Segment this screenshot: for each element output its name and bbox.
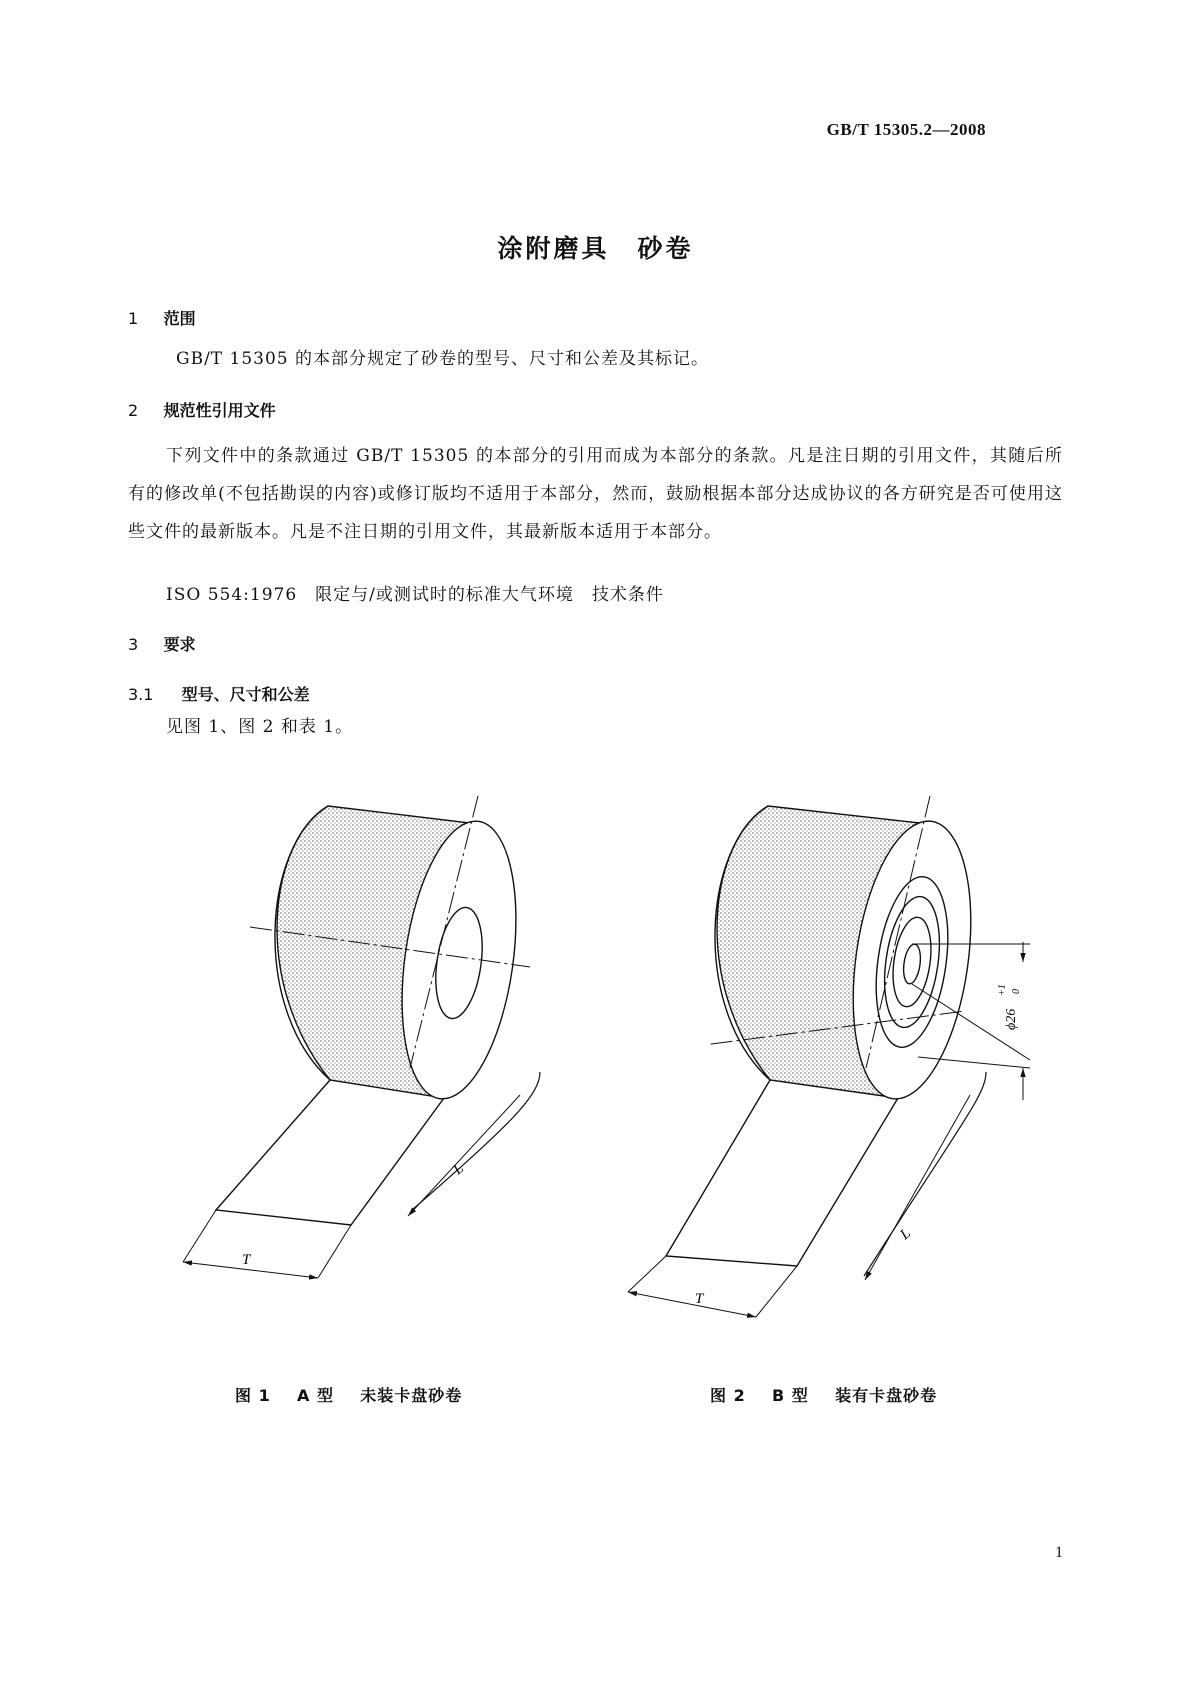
dimension-T-label: T xyxy=(695,1291,704,1307)
section-number: 1 xyxy=(128,309,139,328)
section-title: 规范性引用文件 xyxy=(163,401,276,420)
section-title: 型号、尺寸和公差 xyxy=(181,685,310,704)
unrolled-sheet xyxy=(666,1080,898,1266)
section-title: 要求 xyxy=(163,635,196,654)
section-number: 3.1 xyxy=(128,685,154,704)
caption-type: A 型 xyxy=(297,1386,334,1405)
section-3-1-text: 见图 1、图 2 和表 1。 xyxy=(166,717,354,737)
caption-number: 图 1 xyxy=(235,1386,271,1405)
diameter-dimension xyxy=(997,984,1022,1030)
document-title: 涂附磨具 砂卷 xyxy=(497,234,694,263)
page-number: 1 xyxy=(1055,1544,1063,1561)
section-number: 3 xyxy=(128,635,139,654)
caption-number: 图 2 xyxy=(710,1386,746,1405)
unrolled-sheet xyxy=(216,1080,444,1225)
figure-2-caption xyxy=(710,1383,937,1406)
caption-type: B 型 xyxy=(772,1386,809,1405)
section-1-text: GB/T 15305 的本部分规定了砂卷的型号、尺寸和公差及其标记。 xyxy=(176,349,710,369)
standard-code: GB/T 15305.2—2008 xyxy=(826,120,986,139)
figure-2-roll xyxy=(628,796,1030,1317)
caption-text: 装有卡盘砂卷 xyxy=(835,1386,938,1405)
figure-1-caption xyxy=(235,1383,462,1406)
caption-text: 未装卡盘砂卷 xyxy=(360,1386,463,1405)
dimension-T-label: T xyxy=(242,1252,251,1268)
diameter-label: ϕ26 xyxy=(1004,1008,1019,1030)
figure-1-roll xyxy=(183,796,540,1278)
dimension-L-label: L xyxy=(897,1225,914,1244)
normative-reference: ISO 554:1976 限定与/或测试时的标准大气环境 技术条件 xyxy=(166,585,664,605)
tolerance-upper: +1 xyxy=(997,984,1008,996)
dimension-L-label: L xyxy=(450,1160,467,1179)
tolerance-lower: 0 xyxy=(1011,989,1022,994)
section-2-text: 下列文件中的条款通过 GB/T 15305 的本部分的引用而成为本部分的条款。凡是注日期的引用文件，其随后所有的修改单(不包括勘误的内容)或修订版均不适用于本部分，然而，鼓励根据本部分达成协议的各方研究是否可使用这些文件的最新版本。凡是不注日期的引用文件，其最新版本适用于本部分。 xyxy=(128,446,1063,542)
section-title: 范围 xyxy=(163,309,196,328)
section-number: 2 xyxy=(128,401,139,420)
